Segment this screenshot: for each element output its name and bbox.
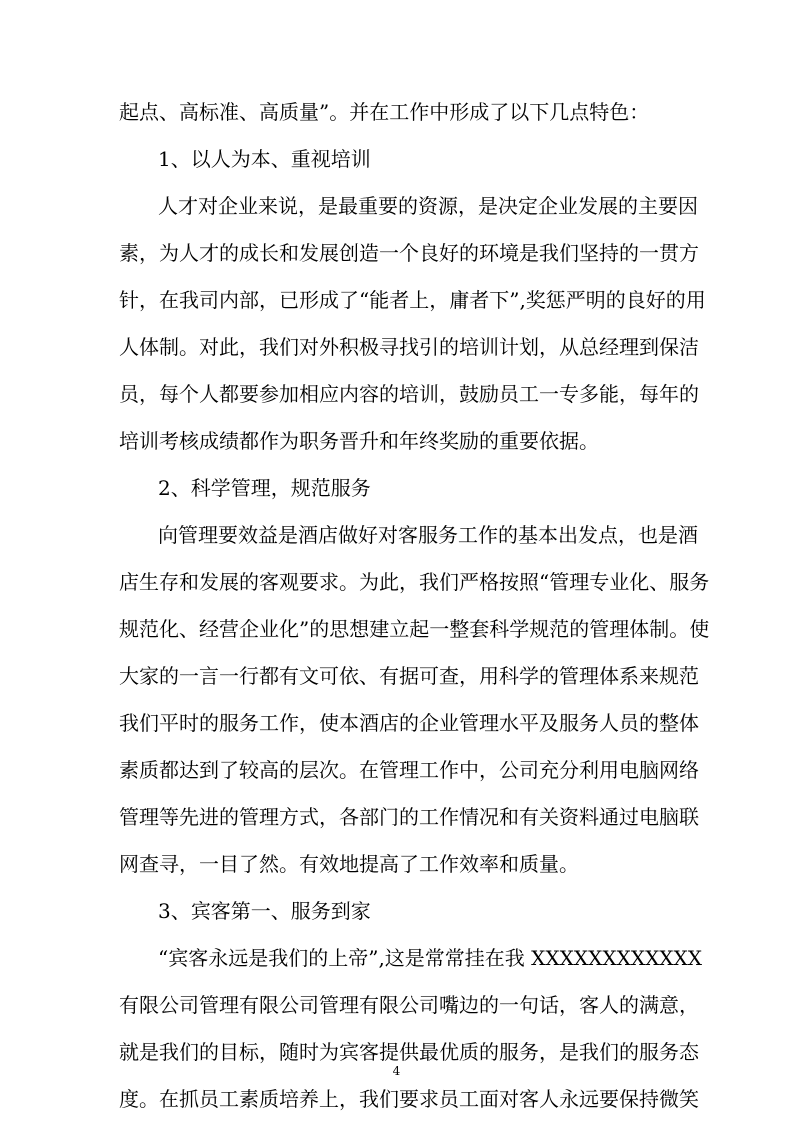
- line-text: 度。在抓员工素质培养上，我们要求员工面对客人永远要保持微笑: [119, 1087, 699, 1111]
- body-line: [0, 844, 793, 884]
- page-number: 4: [392, 1064, 401, 1078]
- body-line: [0, 609, 793, 649]
- line-text: 店生存和发展的客观要求。为此，我们严格按照“管理专业化、服务: [119, 570, 710, 594]
- line-text: 规范化、经营企业化”的思想建立起一整套科学规范的管理体制。使: [119, 617, 710, 641]
- body-line: [0, 985, 793, 1025]
- body-line: [0, 421, 793, 461]
- section-heading-line: [0, 468, 793, 508]
- body-line: [0, 750, 793, 790]
- section-heading: 2、科学管理，规范服务: [158, 476, 371, 500]
- line-text: 员，每个人都要参加相应内容的培训，鼓励员工一专多能，每年的: [119, 382, 699, 406]
- line-text: 向管理要效益是酒店做好对客服务工作的基本出发点，也是酒: [158, 523, 698, 547]
- section-heading: 1、以人为本、重视培训: [158, 147, 371, 171]
- section-heading: 3、宾客第一、服务到家: [158, 899, 371, 923]
- body-line: [0, 656, 793, 696]
- line-text: 就是我们的目标，随时为宾客提供最优质的服务，是我们的服务态: [119, 1040, 699, 1064]
- body-line: [0, 374, 793, 414]
- line-text: 管理等先进的管理方式，各部门的工作情况和有关资料通过电脑联: [119, 805, 699, 829]
- line-text: 人才对企业来说，是最重要的资源，是决定企业发展的主要因: [158, 194, 698, 218]
- line-text: 培训考核成绩都作为职务晋升和年终奖励的重要依据。: [119, 429, 599, 453]
- paragraph-first-line: [0, 515, 793, 555]
- line-text: 人体制。对此，我们对外积极寻找引的培训计划，从总经理到保洁: [119, 335, 699, 359]
- body-line: [0, 92, 793, 132]
- paragraph-first-line: [0, 186, 793, 226]
- line-text: 我们平时的服务工作，使本酒店的企业管理水平及服务人员的整体: [119, 711, 699, 735]
- line-text: 素质都达到了较高的层次。在管理工作中，公司充分利用电脑网络: [119, 758, 699, 782]
- line-text: 起点、高标准、高质量”。并在工作中形成了以下几点特色：: [119, 100, 650, 124]
- body-line: [0, 562, 793, 602]
- line-text: 网查寻，一目了然。有效地提高了工作效率和质量。: [119, 852, 579, 876]
- line-text: 有限公司管理有限公司管理有限公司嘴边的一句话，客人的满意，: [119, 993, 699, 1017]
- body-line: [0, 1079, 793, 1119]
- body-line: [0, 327, 793, 367]
- paragraph-first-line: [0, 938, 793, 978]
- line-text: 素，为人才的成长和发展创造一个良好的环境是我们坚持的一贯方: [119, 241, 699, 265]
- body-line: [0, 233, 793, 273]
- body-line: [0, 280, 793, 320]
- line-text: 大家的一言一行都有文可依、有据可查，用科学的管理体系来规范: [119, 664, 699, 688]
- body-line: [0, 703, 793, 743]
- body-line: [0, 797, 793, 837]
- section-heading-line: [0, 139, 793, 179]
- line-text: 针，在我司内部，已形成了“能者上，庸者下”,奖惩严明的良好的用: [119, 288, 706, 312]
- section-heading-line: [0, 891, 793, 931]
- line-text: “宾客永远是我们的上帝”,这是常常挂在我 XXXXXXXXXXXX: [158, 946, 703, 970]
